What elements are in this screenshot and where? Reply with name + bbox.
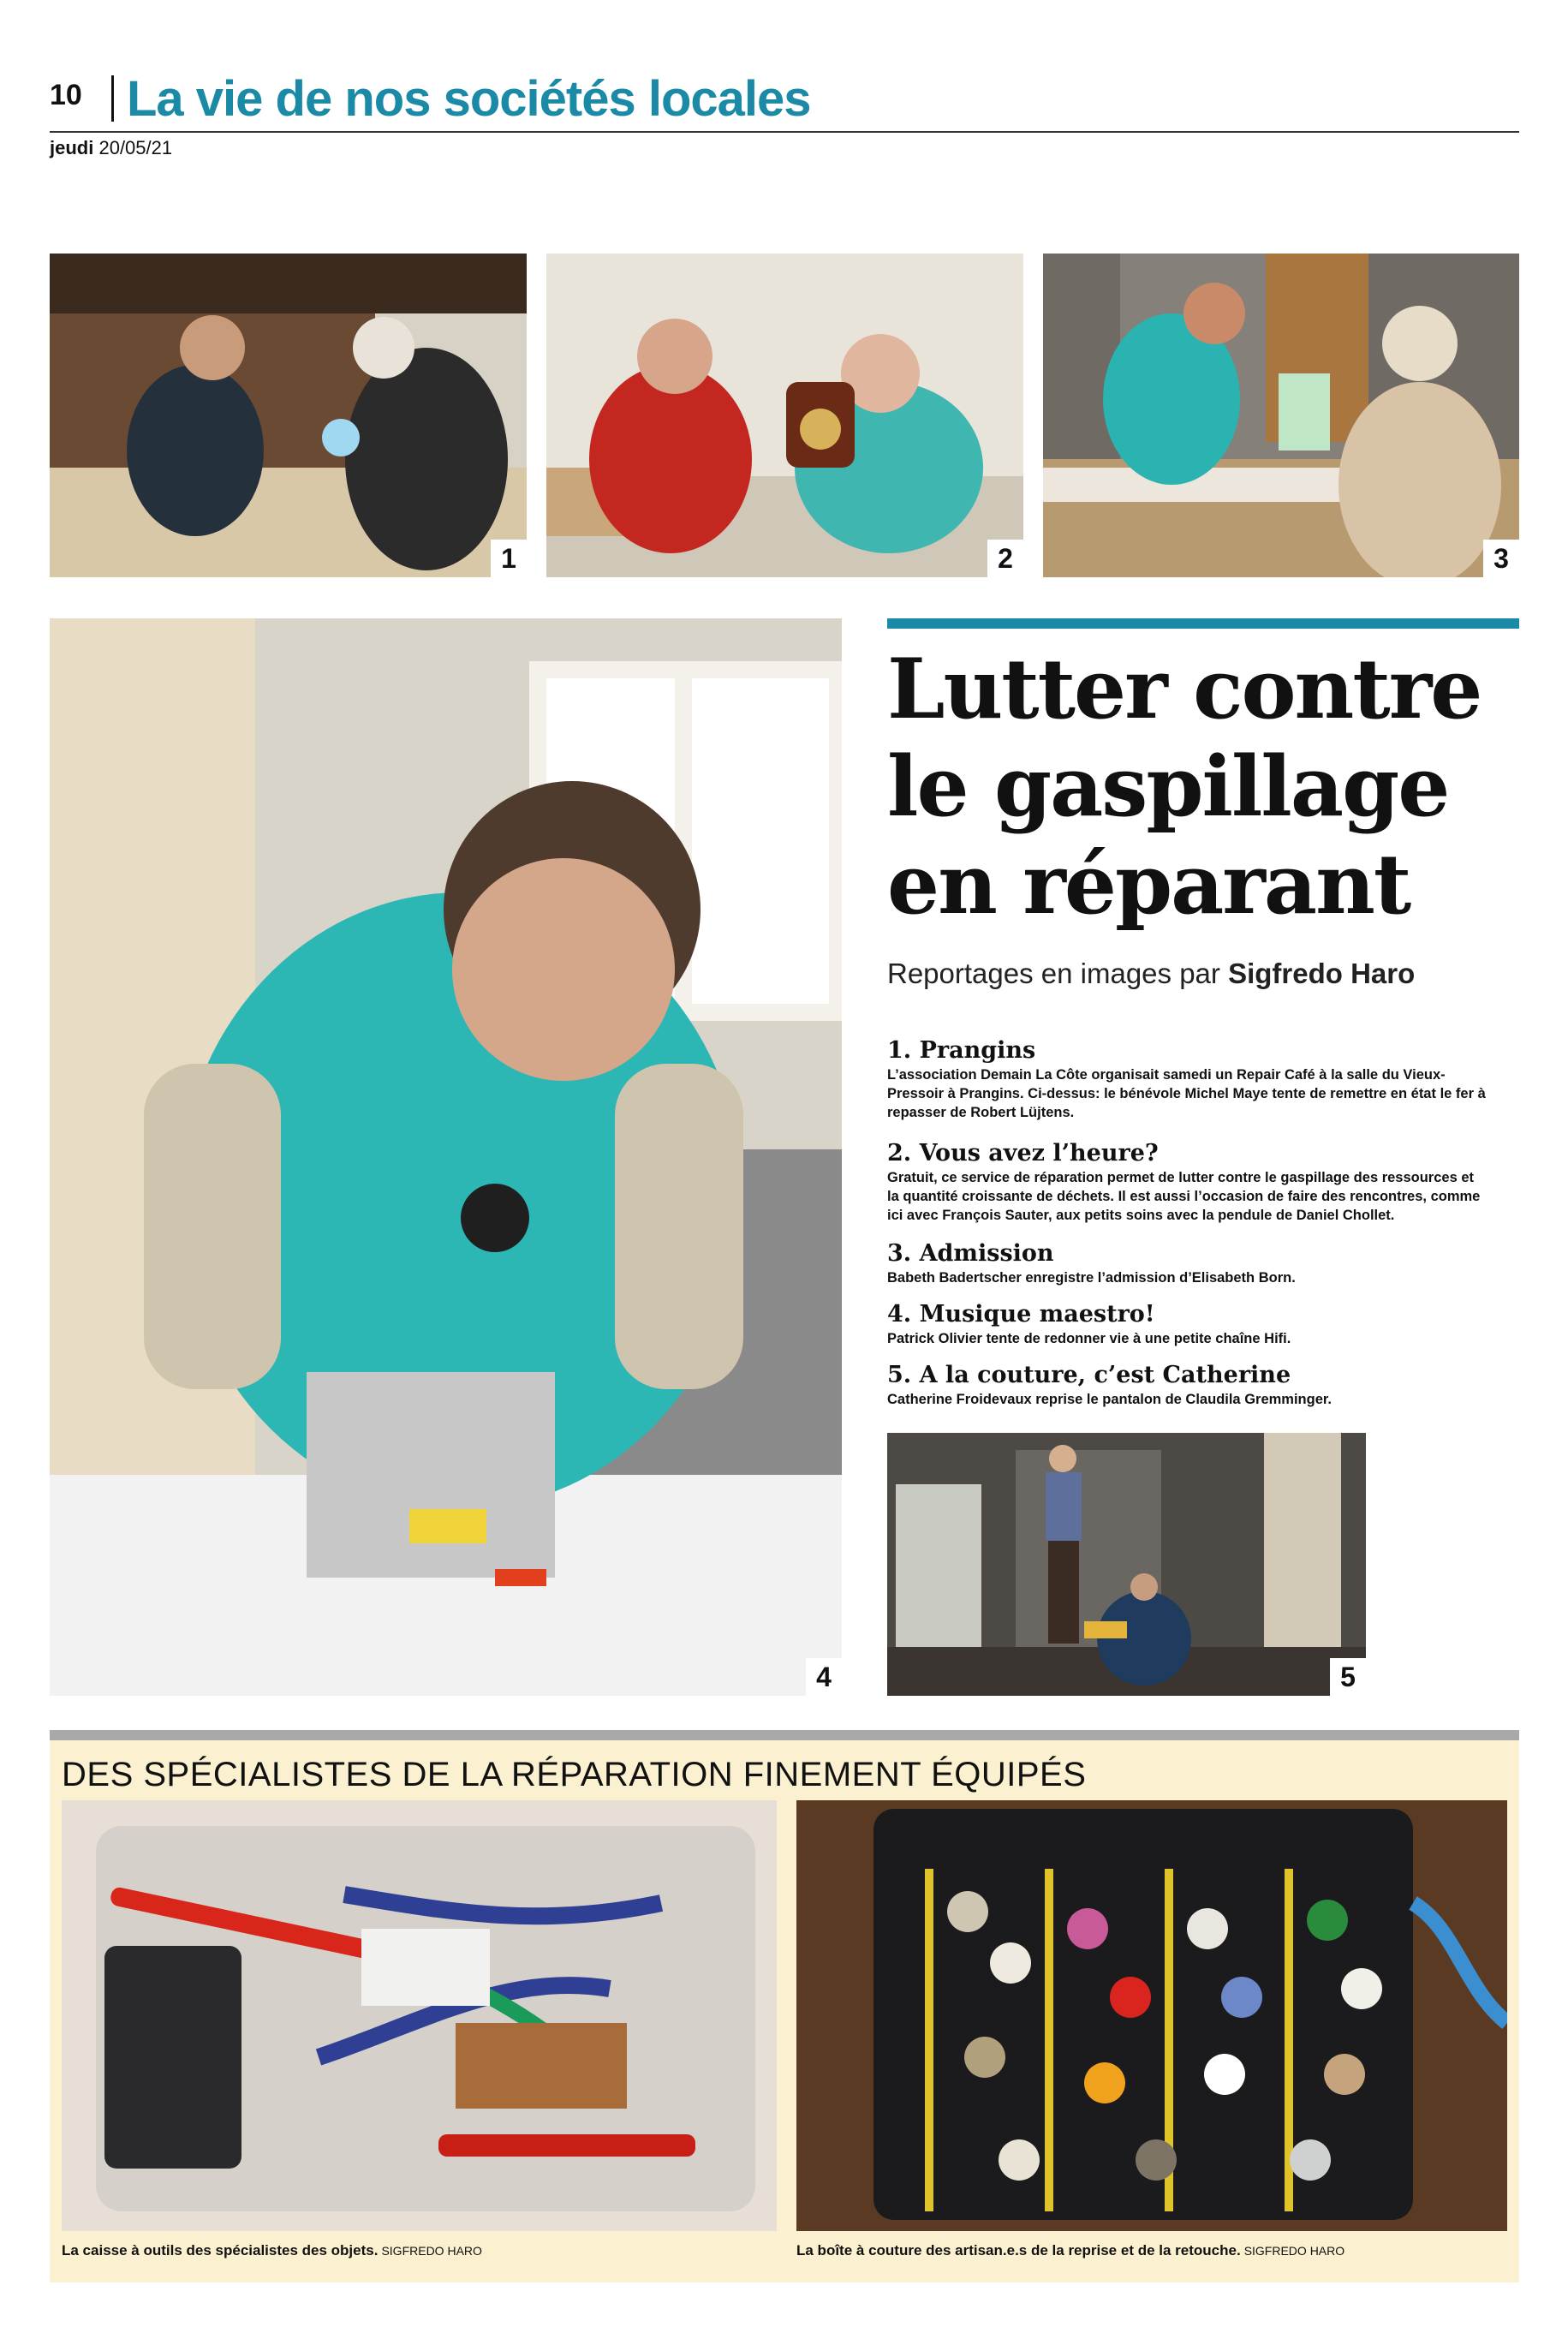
caption-text: Gratuit, ce service de réparation permet de lutter contre le gaspillage des ressources et la quantité croissante de déchets. Il est aussi l’occasion de faire des rencontres, comme ici avec François Sauter, aux petits soins avec la pendule de Daniel Chollet. <box>887 1170 1481 1223</box>
caption-title: 3. Admission <box>887 1240 1054 1267</box>
photo-5-sewing <box>887 1433 1366 1696</box>
header-separator <box>111 75 114 122</box>
caption-title: 1. Prangins <box>887 1037 1036 1064</box>
caption-4 <box>887 1300 1487 1348</box>
sewing-box-caption <box>796 2242 1344 2259</box>
day-label: jeudi <box>50 137 94 158</box>
caption-5 <box>887 1361 1487 1409</box>
byline-prefix: Reportages en images par <box>887 958 1220 989</box>
byline <box>887 958 1415 990</box>
photo-number-badge: 3 <box>1483 540 1519 577</box>
headline-line-1: Lutter contre <box>887 641 1482 737</box>
caption-3 <box>887 1239 1487 1287</box>
date-line <box>50 137 172 159</box>
date-label: 20/05/21 <box>98 137 173 158</box>
photo-2-clock <box>546 254 1023 577</box>
headline-line-2: le gaspillage <box>887 738 1449 835</box>
caption-title: 5. A la couture, c’est Catherine <box>887 1362 1291 1388</box>
headline <box>887 641 1521 934</box>
caption-title: 4. Musique maestro! <box>887 1301 1155 1328</box>
feature-rule <box>50 1730 1519 1740</box>
photo-1-repair-iron <box>50 254 527 577</box>
photo-4-hifi <box>50 618 842 1696</box>
caption-title: 2. Vous avez l’heure? <box>887 1140 1159 1166</box>
photo-3-admission <box>1043 254 1519 577</box>
caption-text: Patrick Olivier tente de redonner vie à une petite chaîne Hifi. <box>887 1331 1291 1346</box>
toolbox-credit: SIGFREDO HARO <box>381 2244 482 2258</box>
byline-author: Sigfredo Haro <box>1228 958 1416 989</box>
photo-number-badge: 1 <box>491 540 527 577</box>
toolbox-caption <box>62 2242 482 2259</box>
caption-text: Babeth Badertscher enregistre l’admission d’Elisabeth Born. <box>887 1270 1296 1286</box>
caption-text: Catherine Froidevaux reprise le pantalon de Claudila Gremminger. <box>887 1392 1332 1407</box>
photo-sewing-box <box>796 1800 1507 2231</box>
photo-number-badge: 4 <box>806 1658 842 1696</box>
feature-title: DES SPÉCIALISTES DE LA RÉPARATION FINEMENT ÉQUIPÉS <box>62 1756 1087 1793</box>
photo-toolbox <box>62 1800 777 2231</box>
photo-number-badge: 5 <box>1330 1658 1366 1696</box>
toolbox-caption-text: La caisse à outils des spécialistes des objets. <box>62 2242 379 2258</box>
headline-line-3: en réparant <box>887 836 1410 933</box>
caption-1 <box>887 1036 1487 1122</box>
caption-2 <box>887 1139 1487 1225</box>
header-rule <box>50 131 1519 133</box>
sewing-box-caption-text: La boîte à couture des artisan.e.s de la reprise et de la retouche. <box>796 2242 1241 2258</box>
sewing-box-credit: SIGFREDO HARO <box>1243 2244 1345 2258</box>
page-number: 10 <box>50 79 82 111</box>
headline-accent-bar <box>887 618 1519 629</box>
section-title: La vie de nos sociétés locales <box>127 71 811 127</box>
photo-number-badge: 2 <box>987 540 1023 577</box>
caption-text: L’association Demain La Côte organisait samedi un Repair Café à la salle du Vieux-Pressoir à Prangins. Ci-dessus: le bénévole Michel Maye tente de remettre en état le fer à repasser de Robert Lüjtens. <box>887 1067 1486 1120</box>
